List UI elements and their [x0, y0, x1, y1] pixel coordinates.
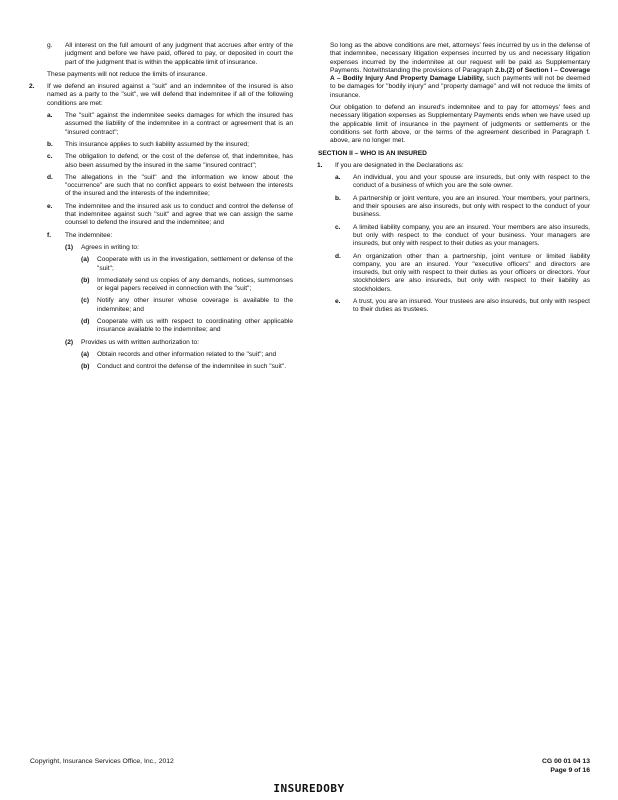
item-label: 1. — [317, 161, 323, 169]
item-2c — [47, 153, 293, 170]
item-label: (a) — [81, 256, 90, 264]
item-text: A trust, you are an insured. Your trustees are also insureds, but only with respect to their duties as trustees. — [353, 298, 590, 314]
item-text: Provides us with written authorization to: — [81, 338, 200, 346]
item-label: (2) — [65, 338, 74, 346]
item-label: (a) — [81, 350, 90, 358]
item-text: The allegations in the "suit" and the information we know about the "occurrence" are such that no conflict appears to exist between the interests of the insured and the interests of the indemnitee; — [65, 173, 293, 198]
item-label: a. — [47, 112, 53, 120]
payments-note: These payments will not reduce the limits of insurance. — [47, 70, 208, 78]
item-1 — [318, 162, 590, 170]
item-2d — [47, 174, 293, 199]
item-2b — [47, 141, 293, 149]
item-1c — [335, 224, 590, 249]
item-text: A limited liability company, you are an insured. Your members are also insureds, but only with respect to the conduct of your business. Your managers are insureds, but only with respect to their duties as your managers. — [353, 223, 590, 248]
item-text: An organization other than a partnership, joint venture or limited liability company, you are an insured. Your "executive officers" and directors are insureds, but only with respect to their duties as your officers or directors. Your stockholders are also insureds, but only with respect to their liability as stockholders. — [353, 252, 590, 293]
item-2f2 — [65, 339, 293, 347]
item-2a — [47, 112, 293, 137]
item-text: If you are designated in the Declarations as: — [335, 161, 464, 169]
item-text: Notify any other insurer whose coverage is available to the indemnitee; and — [97, 297, 293, 313]
defense-obligation-paragraph: Our obligation to defend an insured's indemnitee and to pay for attorneys' fees and necessary litigation expenses as Supplementary Payments ends when we have used up the applicable limit of insurance in the payment of judgments or settlements or the conditions set forth above, or the terms of the agreement described in Paragraph f. above, are no longer met. — [330, 104, 590, 145]
item-2 — [30, 83, 293, 108]
item-2f1d — [81, 318, 293, 335]
item-label: (b) — [81, 276, 90, 284]
item-text: Immediately send us copies of any demands, notices, summonses or legal papers received in connection with the "suit"; — [97, 276, 293, 293]
item-g — [47, 42, 293, 67]
item-text: The "suit" against the indemnitee seeks damages for which the insured has assumed the liability of the indemnitee in a contract or agreement that is an "insured contract"; — [65, 112, 293, 136]
item-2f1a — [81, 256, 293, 273]
item-2f — [47, 232, 293, 240]
item-label: (d) — [81, 318, 90, 326]
item-1a — [335, 174, 590, 191]
item-2f1 — [65, 244, 293, 252]
item-text: An individual, you and your spouse are insureds, but only with respect to the conduct of a business of which you are the sole owner. — [353, 174, 590, 190]
section-heading: SECTION II – WHO IS AN INSURED — [318, 149, 427, 157]
paragraph-text: So long as the above conditions are met, attorneys' fees incurred by us in the defense of that indemnitee, necessary litigation expenses incurred by us and necessary litigation expenses incurred by the indemnitee at our request will be paid as Supplementary Payments. Notwithstanding the provisions of Paragraph — [330, 42, 590, 74]
supplementary-payments-paragraph — [330, 42, 590, 100]
item-text: Cooperate with us with respect to coordinating other applicable insurance available to the indemnitee; and — [97, 318, 293, 334]
item-label: c. — [47, 153, 53, 161]
page-footer — [542, 757, 590, 775]
form-number: CG 00 01 04 13 — [542, 758, 590, 765]
item-label: g. — [47, 42, 53, 49]
left-column — [30, 42, 293, 376]
item-label: e. — [47, 202, 53, 210]
item-2e — [47, 203, 293, 228]
item-2f2b — [81, 363, 293, 371]
item-text: Cooperate with us in the investigation, settlement or defense of the "suit"; — [97, 256, 293, 272]
item-2f1c — [81, 297, 293, 314]
copyright-notice: Copyright, Insurance Services Office, Inc., 2012 — [30, 758, 174, 765]
item-text: Conduct and control the defense of the indemnitee in such "suit". — [97, 363, 287, 371]
item-text: The obligation to defend, or the cost of the defense of, that indemnitee, has also been assumed by the insured in the same "insured contract"; — [65, 153, 293, 169]
page-number: Page 9 of 16 — [550, 767, 590, 774]
item-label: d. — [335, 252, 341, 260]
paragraph-reference: 2.b.(2) of Section I – Coverage A – Bodily Injury And Property Damage Liability, — [330, 66, 590, 83]
item-text: Obtain records and other information related to the "suit"; and — [97, 350, 277, 358]
item-text: A partnership or joint venture, you are an insured. Your members, your partners, and their spouses are also insureds, but only with respect to the conduct of your business. — [353, 194, 590, 219]
item-label: (b) — [81, 363, 90, 371]
item-1b — [335, 195, 590, 220]
item-text: The indemnitee and the insured ask us to conduct and control the defense of that indemnitee against such "suit" and agree that we can assign the same counsel to defend the insured and the indemnitee; and — [65, 202, 293, 227]
item-text: If we defend an insured against a "suit" and an indemnitee of the insured is also named as a party to the "suit", we will defend that indemnitee if all of the following conditions are met: — [47, 83, 293, 107]
right-column — [318, 42, 590, 319]
item-label: a. — [335, 174, 341, 182]
item-text: This insurance applies to such liability assumed by the insured; — [65, 140, 249, 148]
item-label: b. — [47, 140, 53, 148]
watermark: INSUREDOBY — [273, 782, 345, 795]
item-label: c. — [335, 223, 341, 231]
item-label: d. — [47, 173, 53, 181]
item-label: b. — [335, 194, 341, 202]
item-label: f. — [47, 231, 52, 239]
item-label: 2. — [29, 83, 35, 91]
item-1d — [335, 253, 590, 294]
item-2f2a — [81, 351, 293, 359]
item-label: (1) — [65, 243, 74, 251]
item-text: All interest on the full amount of any judgment that accrues after entry of the judgment and before we have paid, offered to pay, or deposited in court the part of the judgment that is within the applicable limit of insurance. — [65, 42, 293, 66]
item-label: e. — [335, 298, 341, 306]
item-1e — [335, 298, 590, 315]
item-text: The indemnitee: — [65, 231, 113, 239]
item-label: (c) — [81, 297, 90, 305]
paragraph-text-end: such payments will not be deemed to be damages for "bodily injury" and "property damage" and will not reduce the limits of insurance. — [330, 75, 590, 99]
item-2f1b — [81, 277, 293, 294]
item-text: Agrees in writing to: — [81, 243, 139, 251]
